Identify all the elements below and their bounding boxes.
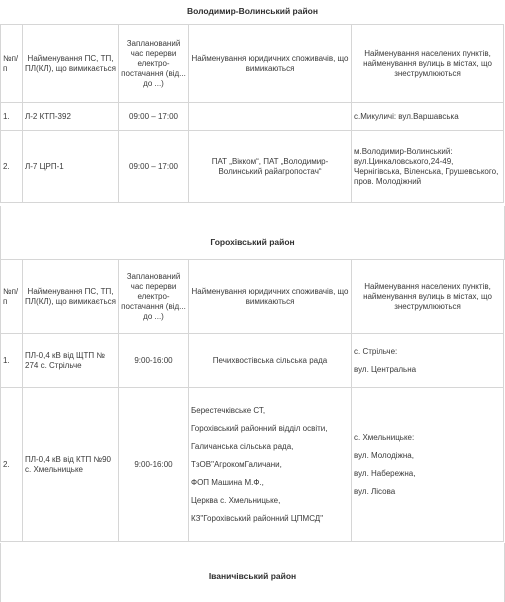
row-object: ПЛ-0,4 кВ від КТП №90 с. Хмельницьке bbox=[23, 388, 119, 542]
row-object: Л-2 КТП-392 bbox=[23, 103, 119, 131]
header-object: Найменування ПС, ТП, ПЛ(КЛ), що вимикається bbox=[23, 25, 119, 103]
row-object: Л-7 ЦРП-1 bbox=[23, 131, 119, 203]
header-object: Найменування ПС, ТП, ПЛ(КЛ), що вимикається bbox=[23, 260, 119, 334]
location-line: вул. Лісова bbox=[354, 486, 396, 496]
row-num: 1. bbox=[1, 334, 23, 388]
location-line: с. Хмельницьке: bbox=[354, 432, 415, 442]
header-time: Запланований час перерви електро-постачання (від... до ...) bbox=[119, 260, 189, 334]
row-consumers bbox=[189, 388, 352, 542]
header-num: №п/п bbox=[1, 25, 23, 103]
header-consumers: Найменування юридичних споживачів, що вимикаються bbox=[189, 260, 352, 334]
row-time: 09:00 – 17:00 bbox=[119, 103, 189, 131]
row-consumers: Печихвостівська сільська рада bbox=[189, 334, 352, 388]
section-title-horokhivskyi: Горохівський район bbox=[210, 237, 295, 247]
table-row bbox=[1, 103, 504, 131]
row-time: 09:00 – 17:00 bbox=[119, 131, 189, 203]
header-num: №п/п bbox=[1, 260, 23, 334]
header-consumers: Найменування юридичних споживачів, що вимикаються bbox=[189, 25, 352, 103]
consumer-line: Берестечківське СТ, bbox=[191, 405, 266, 415]
consumer-line: ТзОВ"АгрокомГаличани, bbox=[191, 459, 282, 469]
outage-table-horokhivskyi bbox=[0, 259, 504, 542]
row-num: 2. bbox=[1, 131, 23, 203]
location-line: вул. Набережна, bbox=[354, 468, 416, 478]
row-time: 9:00-16:00 bbox=[119, 388, 189, 542]
consumer-line: КЗ"Горохівський районний ЦПМСД" bbox=[191, 513, 324, 523]
row-locations: с.Микуличі: вул.Варшавська bbox=[352, 103, 504, 131]
row-consumers: ПАТ „Вікком“, ПАТ „Володимир-Волинський райагропостач“ bbox=[189, 131, 352, 203]
row-locations bbox=[352, 388, 504, 542]
consumer-line: Галичанська сільська рада, bbox=[191, 441, 294, 451]
location-line: вул. Молодіжна, bbox=[354, 450, 414, 460]
consumer-line: Церква с. Хмельницьке, bbox=[191, 495, 281, 505]
section-title-volodymyr-volynskyi: Володимир-Волинський район bbox=[186, 6, 318, 16]
header-time: Запланований час перерви електро-постачання (від... до ...) bbox=[119, 25, 189, 103]
section-gap bbox=[0, 206, 505, 260]
header-locations: Найменування населених пунктів, найменування вулиць в містах, що знеструмлюються bbox=[352, 25, 504, 103]
row-num: 1. bbox=[1, 103, 23, 131]
row-consumers bbox=[189, 103, 352, 131]
location-line: вул. Центральна bbox=[354, 364, 417, 374]
location-line: с. Стрільче: bbox=[354, 346, 398, 356]
table-row bbox=[1, 388, 504, 542]
consumer-line: Горохівський районний відділ освіти, bbox=[191, 423, 328, 433]
row-object: ПЛ-0,4 кВ від ЩТП № 274 с. Стрільче bbox=[23, 334, 119, 388]
section-title-ivanychivskyi: Іваничівський район bbox=[208, 571, 297, 581]
table-row bbox=[1, 131, 504, 203]
row-time: 9:00-16:00 bbox=[119, 334, 189, 388]
row-locations bbox=[352, 334, 504, 388]
row-num: 2. bbox=[1, 388, 23, 542]
header-locations: Найменування населених пунктів, найменування вулиць в містах, що знеструмлюються bbox=[352, 260, 504, 334]
row-locations: м.Володимир-Волинський: вул.Цинкаловського,24-49, Чернігівська, Віленська, Грушевського, пров. Молодіжний bbox=[352, 131, 504, 203]
table-header-row bbox=[1, 260, 504, 334]
outage-table-volodymyr-volynskyi bbox=[0, 24, 504, 203]
consumer-line: ФОП Машина М.Ф., bbox=[191, 477, 264, 487]
table-header-row bbox=[1, 25, 504, 103]
table-row bbox=[1, 334, 504, 388]
